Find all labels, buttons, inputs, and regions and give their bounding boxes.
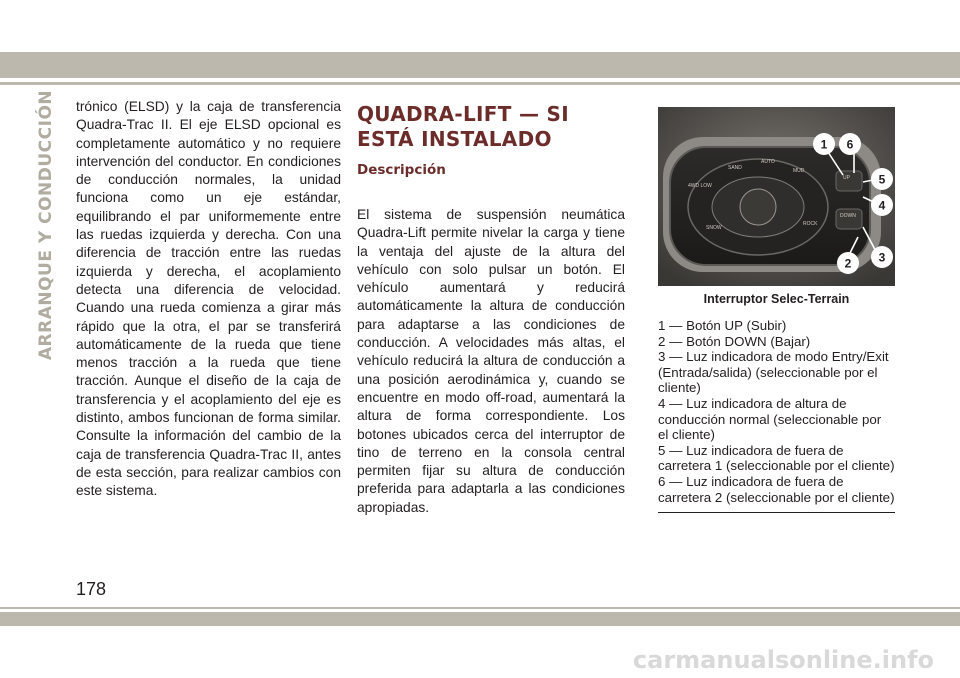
callout-3: 3 [878, 250, 886, 265]
figure-legend [658, 318, 895, 505]
callout-5: 5 [878, 172, 886, 187]
callout-6: 6 [846, 137, 854, 152]
knob-label-rock: ROCK [803, 221, 818, 227]
figure-caption: Interruptor Selec-Terrain [703, 292, 850, 306]
footer-band [0, 612, 960, 626]
legend-item: 6 — Luz indicadora de fuera de carretera 2 (seleccionable por el cliente) [658, 473, 895, 505]
chapter-side-tab [35, 89, 57, 361]
legend-item: 2 — Botón DOWN (Bajar) [658, 333, 811, 349]
legend-item: 1 — Botón UP (Subir) [658, 318, 787, 333]
subsection-title: Descripción [357, 162, 446, 178]
legend-item: 4 — Luz indicadora de altura de conducción normal (seleccionable por el cliente) [658, 395, 882, 443]
knob-label-mud: MUD [793, 168, 805, 174]
button-label-down: DOWN [840, 213, 856, 219]
callout-2: 2 [844, 256, 852, 271]
knob-label-4wd-low: 4WD LOW [688, 183, 712, 189]
footer-rule [0, 607, 960, 609]
legend-item: 3 — Luz indicadora de modo Entry/Exit (Entrada/salida) (seleccionable por el cliente) [658, 349, 889, 396]
body-text-column-2: El sistema de suspensión neumática Quadra-Lift permite nivelar la carga y tiene la ventaja del ajuste de la altura del vehículo con solo pulsar un botón. El vehículo aumentará y reducirá automáticamente la altura de conducción para adaptarse a las condiciones de conducción. A velocidades más altas, el vehículo reducirá la altura de conducción a una posición aerodinámica y, cuando se encuentre en modo off-road, aumentará la altura de forma correspondiente. Los botones ubicados cerca del interruptor de tino de terreno en la consola central permiten fijar su altura de conducción preferida para adaptarla a las condiciones apropiadas. [357, 207, 625, 515]
knob-label-sand: SAND [728, 165, 742, 171]
callout-1: 1 [820, 137, 828, 152]
chapter-title: ARRANQUE Y CONDUCCIÓN [36, 89, 56, 361]
legend-item: 5 — Luz indicadora de fuera de carretera 1 (seleccionable por el cliente) [658, 442, 895, 474]
callout-4: 4 [878, 198, 886, 213]
knob-label-snow: SNOW [706, 225, 722, 231]
header-rule [0, 82, 960, 85]
knob-label-auto: AUTO [761, 159, 775, 165]
page-number: 178 [76, 579, 107, 599]
section-title: QUADRA-LIFT — SI ESTÁ INSTALADO [357, 102, 569, 151]
selec-terrain-photo [658, 107, 895, 286]
header-band [0, 52, 960, 78]
button-label-up: UP [843, 175, 850, 181]
watermark: carmanualsonline.info [632, 646, 934, 674]
legend-divider [658, 512, 895, 513]
body-text-column-1: trónico (ELSD) y la caja de transferencia Quadra-Trac II. El eje ELSD opcional es completamente automático y no requiere intervención del conductor. En condiciones de conducción normales, la unidad funciona como un eje estándar, equilibrando el par uniformemente entre las ruedas izquierda y derecha. Con una diferencia de tracción entre las ruedas izquierda y derecha, el acoplamiento detecta una diferencia de velocidad. Cuando una rueda comienza a girar más rápido que la otra, el par se transferirá automáticamente de la rueda que tiene menos tracción a la rueda que tiene tracción. Aunque el diseño de la caja de transferencia y el acoplamiento del eje es distinto, ambos funcionan de forma similar. Consulte la información del cambio de la caja de transferencia Quadra-Trac II, antes de esta sección, para realizar cambios con este sistema. [76, 99, 341, 499]
